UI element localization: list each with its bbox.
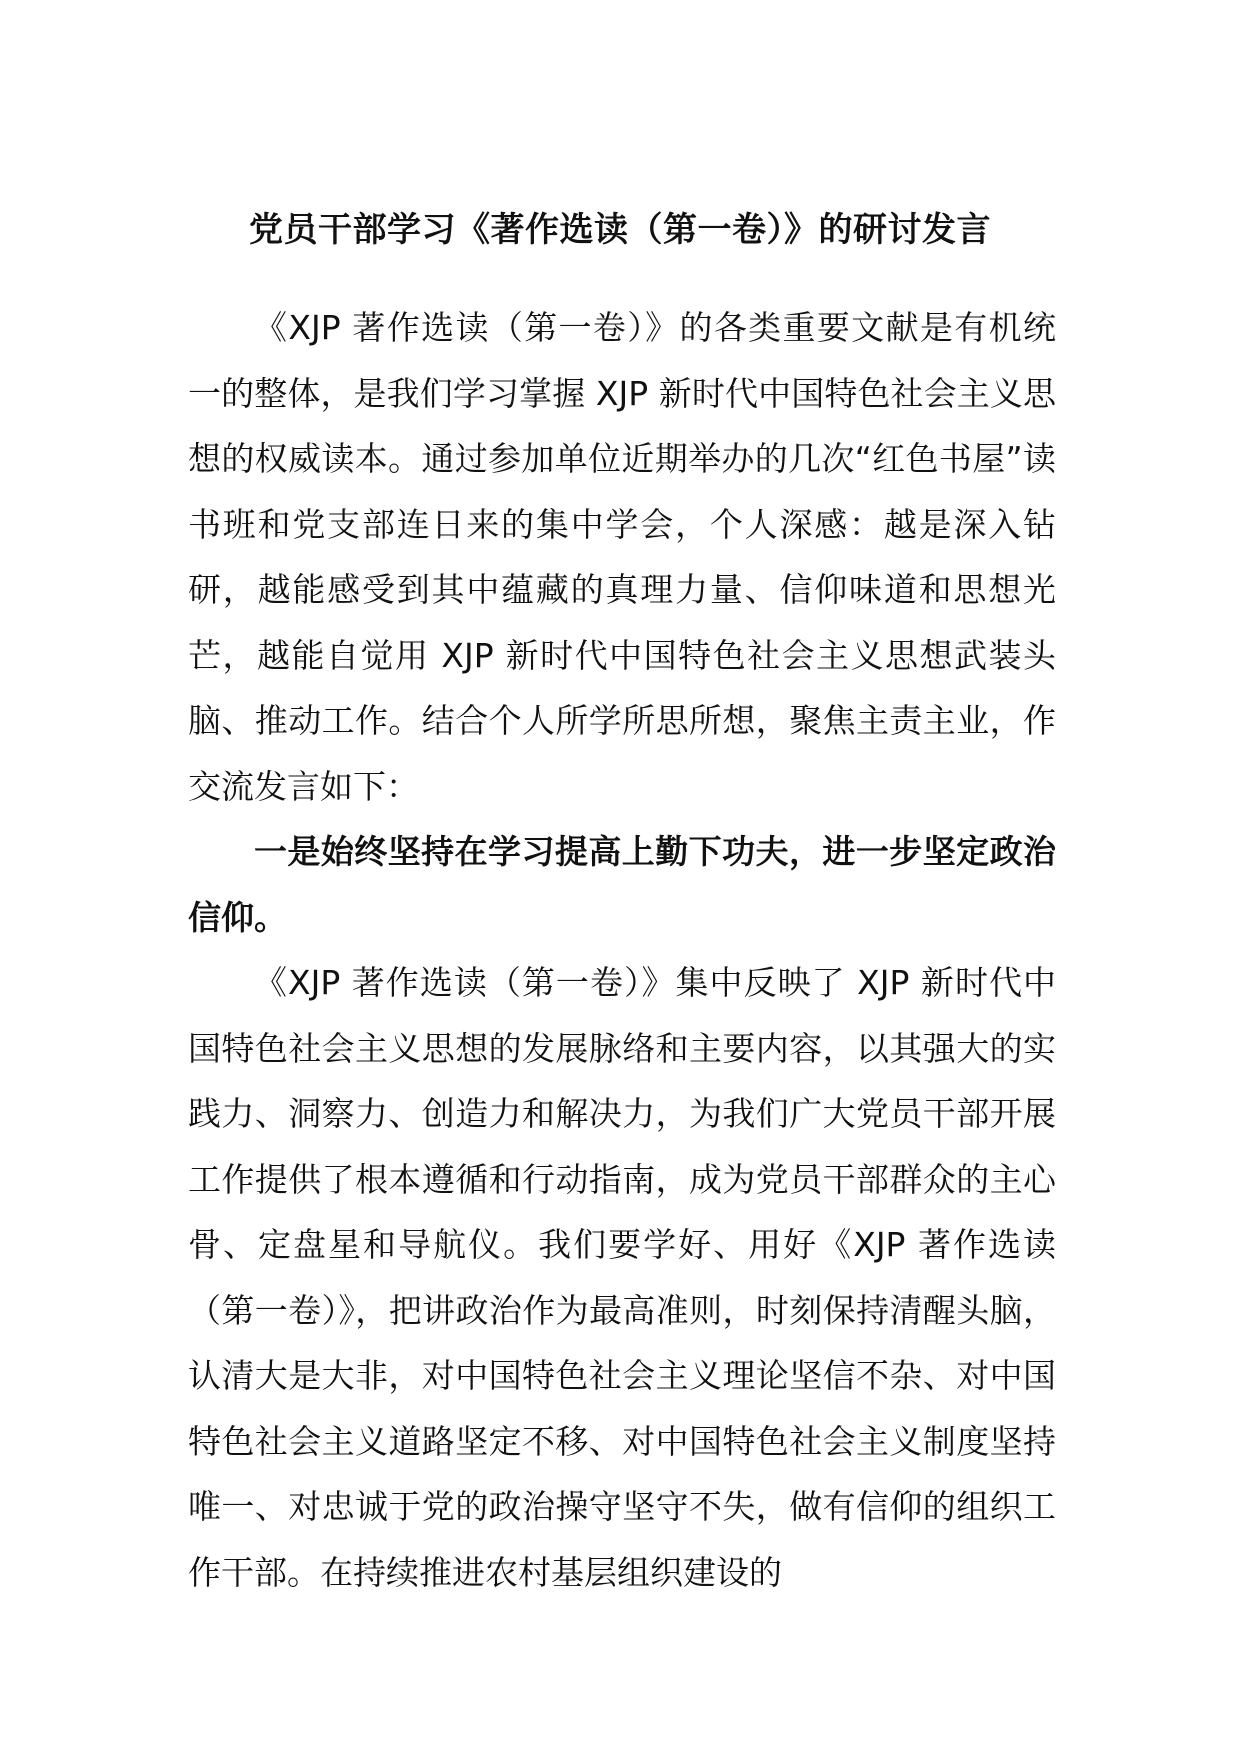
section-1-paragraph: 《XJP 著作选读（第一卷）》集中反映了 XJP 新时代中国特色社会主义思想的发展脉络和主要内容，以其强大的实践力、洞察力、创造力和解决力，为我们广大党员干部开展工作提供了根本遵循和行动指南，成为党员干部群众的主心骨、定盘星和导航仪。我们要学好、用好《XJP 著作选读（第一卷）》，把讲政治作为最高准则，时刻保持清醒头脑，认清大是大非，对中国特色社会主义理论坚信不杂、对中国特色社会主义道路坚定不移、对中国特色社会主义制度坚持唯一、对忠诚于党的政治操守坚守不失，做有信仰的组织工作干部。在持续推进农村基层组织建设的	[188, 963, 1056, 1592]
intro-paragraph: 《XJP 著作选读（第一卷）》的各类重要文献是有机统一的整体，是我们学习掌握 XJP 新时代中国特色社会主义思想的权威读本。通过参加单位近期举办的几次“红色书屋”读书班和党支部连日来的集中学会，个人深感：越是深入钻研，越能感受到其中蕴藏的真理力量、信仰味道和思想光芒，越能自觉用 XJP 新时代中国特色社会主义思想武装头脑、推动工作。结合个人所学所思所想，聚焦主责主业，作交流发言如下：	[188, 308, 1056, 806]
document-title: 党员干部学习《著作选读（第一卷）》的研讨发言	[249, 210, 991, 250]
section-heading-1: 一是始终坚持在学习提高上勤下功夫，进一步坚定政治信仰。	[188, 832, 1056, 937]
document-body	[188, 295, 1056, 1605]
